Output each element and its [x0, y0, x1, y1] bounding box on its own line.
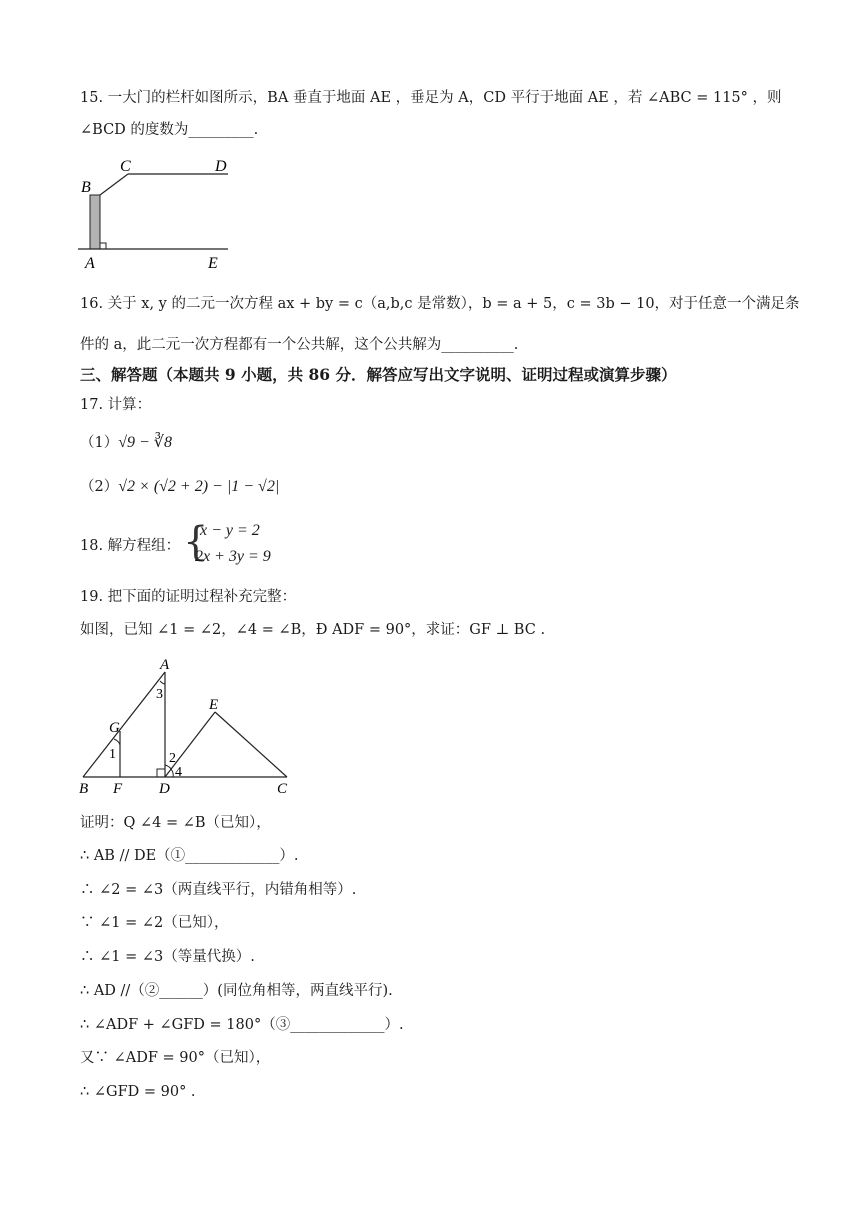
- q17-title: 17. 计算：: [80, 397, 152, 413]
- label-G: G: [109, 720, 120, 736]
- label-E: E: [209, 697, 219, 713]
- proof-step: ∴ ∠1 = ∠3（等量代换）.: [80, 949, 255, 965]
- q16-text-line2: 件的 a，此二元一次方程都有一个公共解，这个公共解为__________.: [80, 337, 519, 353]
- q17-part1-expression: √9 − ∛8: [118, 434, 173, 451]
- proof-step: ∴ AD //（②______）(同位角相等，两直线平行).: [80, 983, 393, 999]
- q17-part1-label: （1）: [80, 435, 119, 451]
- q18-equation1: x − y = 2: [200, 522, 260, 539]
- proof-step: 证明：Q ∠4 = ∠B（已知），: [80, 815, 271, 831]
- angle-arc-1: [114, 739, 120, 745]
- section-heading: 三、解答题（本题共 9 小题，共 86 分．解答应写出文字说明、证明过程或演算步骤）: [80, 365, 677, 384]
- proof-step: ∴ AB // DE（①_____________）.: [80, 848, 299, 864]
- label-C: C: [277, 781, 288, 797]
- proof-step: 又∵ ∠ADF = 90°（已知），: [80, 1050, 271, 1066]
- label-A: A: [85, 255, 95, 272]
- q19-title: 19. 把下面的证明过程补充完整：: [80, 589, 297, 605]
- label-C: C: [120, 158, 131, 175]
- q15-text-line1: 15. 一大门的栏杆如图所示，BA 垂直于地面 AE ，垂足为 A，CD 平行于地面 AE ，若 ∠ABC = 115° ，则: [80, 90, 782, 106]
- q18-prefix: 18. 解方程组：: [80, 538, 181, 554]
- q16-text-line1: 16. 关于 x, y 的二元一次方程 ax + by = c（a,b,c 是常数），b = a + 5，c = 3b − 10，对于任意一个满足条: [80, 296, 800, 312]
- proof-step: ∴ ∠2 = ∠3（两直线平行，内错角相等）.: [80, 882, 357, 898]
- label-D: D: [159, 781, 170, 797]
- proof-step: ∴ ∠GFD = 90° .: [80, 1084, 196, 1100]
- q17-part2-expression: √2 × (√2 + 2) − |1 − √2|: [118, 478, 280, 495]
- q15-text-line2: ∠BCD 的度数为_________.: [80, 122, 259, 138]
- label-B: B: [81, 179, 91, 196]
- angle-arc-3: [160, 681, 165, 684]
- q17-part2: [80, 476, 279, 498]
- angle-label-2: 2: [169, 751, 176, 766]
- line-DE: [165, 712, 215, 777]
- right-angle-mark: [157, 769, 165, 777]
- line-BC: [100, 174, 128, 195]
- q15-figure: [70, 150, 240, 275]
- q19-given: 如图，已知 ∠1 = ∠2，∠4 = ∠B，Ð ADF = 90°，求证：GF ⊥ BC .: [80, 622, 546, 638]
- line-EC: [215, 712, 287, 777]
- label-D: D: [215, 158, 227, 175]
- angle-label-4: 4: [175, 765, 182, 780]
- line-AB: [83, 672, 165, 777]
- q18-equation2: 2x + 3y = 9: [195, 548, 271, 565]
- label-B: B: [79, 781, 89, 797]
- label-A: A: [160, 657, 170, 673]
- right-angle-mark: [100, 243, 106, 249]
- angle-label-1: 1: [109, 747, 116, 762]
- system-brace: {: [183, 519, 209, 565]
- proof-step: ∴ ∠ADF + ∠GFD = 180°（③_____________）.: [80, 1017, 404, 1033]
- q19-figure: [75, 655, 300, 800]
- q17-part1: [80, 432, 172, 454]
- post-rail: [90, 195, 100, 249]
- angle-label-3: 3: [156, 687, 163, 702]
- proof-step: ∵ ∠1 = ∠2（已知），: [80, 915, 229, 931]
- label-F: F: [113, 781, 123, 797]
- q17-part2-label: （2）: [80, 479, 119, 495]
- label-E: E: [208, 255, 218, 272]
- angle-arc-4: [171, 769, 173, 777]
